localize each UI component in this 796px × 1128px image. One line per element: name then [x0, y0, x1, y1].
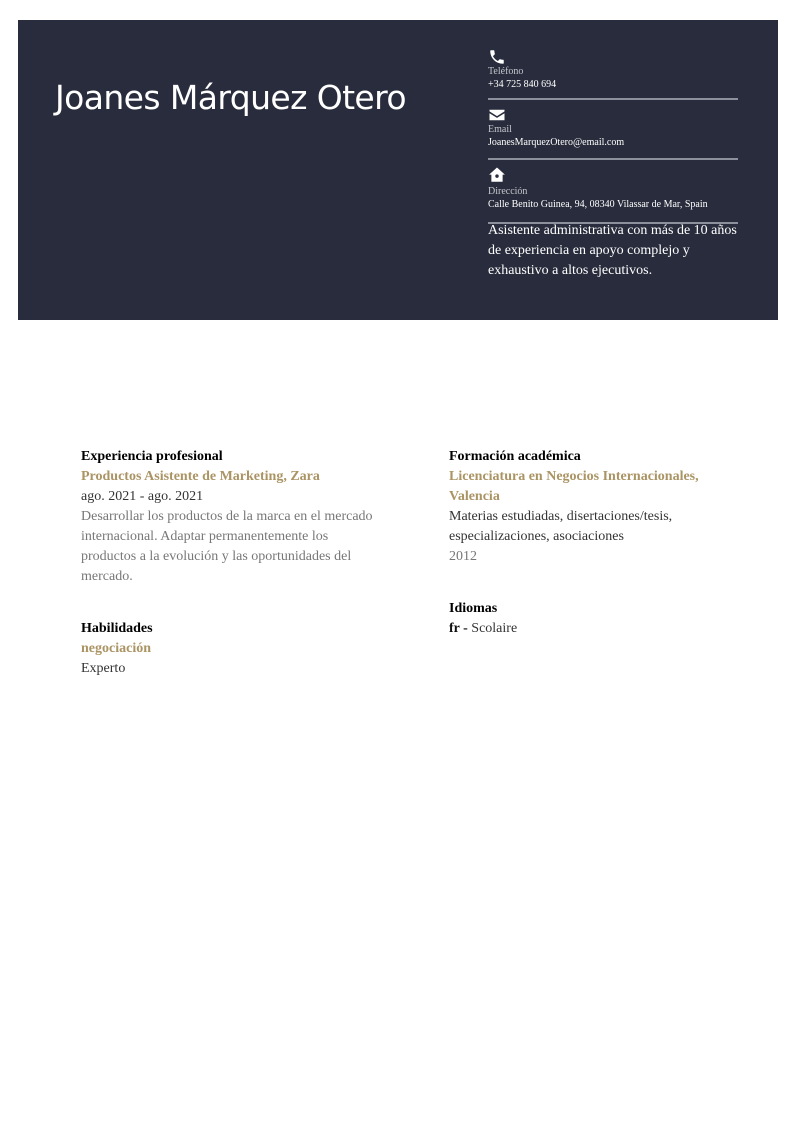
header-banner — [18, 20, 778, 320]
contact-address — [488, 166, 738, 224]
language-entry — [449, 619, 739, 639]
phone-value: +34 725 840 694 — [488, 79, 557, 90]
profile-summary: Asistente administrativa con más de 10 años de experiencia en apoyo complejo y exhaustivo a altos ejecutivos. — [488, 223, 737, 278]
education-section — [449, 447, 739, 567]
envelope-icon — [488, 106, 506, 124]
skill-name: negociación — [81, 641, 151, 656]
contact-phone — [488, 48, 738, 100]
language-separator: - — [459, 621, 472, 636]
email-value: JoanesMarquezOtero@email.com — [488, 137, 625, 148]
contact-info — [488, 48, 738, 224]
education-details: Materias estudiadas, disertaciones/tesis, especializaciones, asociaciones — [449, 509, 673, 544]
experience-title: Experiencia profesional — [81, 449, 223, 464]
experience-description: Desarrollar los productos de la marca en el mercado internacional. Adaptar permanentemente los productos a la evolución y las oportunidades del mercado. — [81, 509, 373, 584]
language-code: fr — [449, 621, 460, 636]
contact-email — [488, 106, 738, 160]
languages-section — [449, 599, 739, 639]
education-year: 2012 — [449, 549, 477, 564]
skills-section — [81, 619, 381, 679]
education-degree: Licenciatura en Negocios Internacionales, Valencia — [449, 469, 699, 504]
address-value: Calle Benito Guinea, 94, 08340 Vilassar de Mar, Spain — [488, 199, 708, 210]
right-column — [449, 447, 739, 639]
email-label: Email — [488, 124, 512, 135]
skill-level: Experto — [81, 661, 126, 676]
skills-title: Habilidades — [81, 621, 153, 636]
candidate-name: Joanes Márquez Otero — [55, 78, 406, 117]
education-title: Formación académica — [449, 449, 581, 464]
phone-icon — [488, 48, 506, 66]
experience-dates: ago. 2021 - ago. 2021 — [81, 489, 204, 504]
languages-title: Idiomas — [449, 601, 498, 616]
language-level: Scolaire — [471, 621, 518, 636]
address-label: Dirección — [488, 186, 528, 197]
experience-role: Productos Asistente de Marketing, Zara — [81, 469, 320, 484]
home-icon — [488, 166, 506, 184]
experience-section — [81, 447, 381, 587]
phone-label: Teléfono — [488, 66, 524, 77]
left-column — [81, 447, 381, 679]
